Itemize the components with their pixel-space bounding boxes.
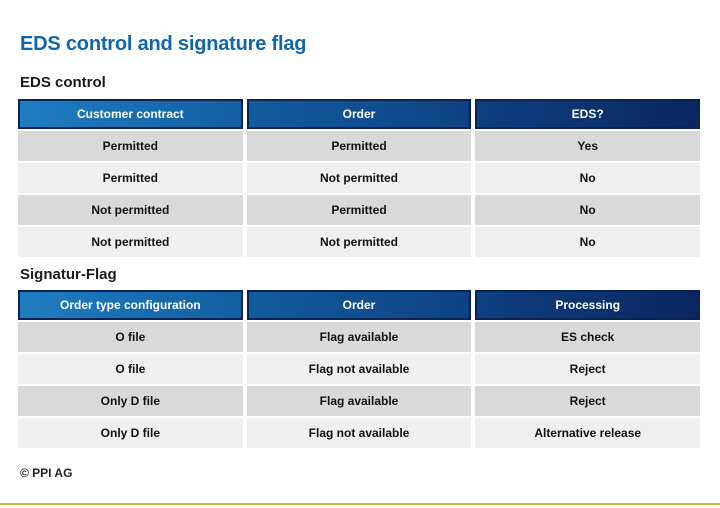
header-cell-eds: EDS? (475, 99, 700, 129)
section-heading-eds-control: EDS control (20, 74, 106, 91)
table-row (18, 322, 700, 352)
table-row (18, 163, 700, 193)
table-cell: No (475, 163, 700, 193)
table-cell: Permitted (18, 163, 243, 193)
table-cell: No (475, 227, 700, 257)
table-header-row (18, 99, 700, 129)
table-cell: Flag available (247, 386, 472, 416)
table-row (18, 195, 700, 225)
table-cell: Permitted (247, 131, 472, 161)
table-cell: O file (18, 354, 243, 384)
page-title: EDS control and signature flag (20, 33, 307, 55)
table-header-row (18, 290, 700, 320)
table-cell: Alternative release (475, 418, 700, 448)
table-cell: Not permitted (18, 227, 243, 257)
table-cell: Flag available (247, 322, 472, 352)
header-cell-order: Order (247, 99, 472, 129)
brand-accent-bar (0, 503, 720, 505)
table-cell: No (475, 195, 700, 225)
table-cell: Only D file (18, 386, 243, 416)
table-cell: Not permitted (247, 163, 472, 193)
header-cell-order: Order (247, 290, 472, 320)
table-cell: Only D file (18, 418, 243, 448)
header-cell-order-type-configuration: Order type configuration (18, 290, 243, 320)
table-cell: O file (18, 322, 243, 352)
table-row (18, 418, 700, 448)
table-row (18, 131, 700, 161)
table-cell: Reject (475, 354, 700, 384)
table-row (18, 227, 700, 257)
header-cell-customer-contract: Customer contract (18, 99, 243, 129)
eds-control-table (18, 99, 700, 257)
section-heading-signatur-flag: Signatur-Flag (20, 266, 117, 283)
header-cell-processing: Processing (475, 290, 700, 320)
table-cell: Reject (475, 386, 700, 416)
table-cell: Flag not available (247, 354, 472, 384)
table-cell: Permitted (18, 131, 243, 161)
signatur-flag-table (18, 290, 700, 448)
table-row (18, 386, 700, 416)
table-cell: Permitted (247, 195, 472, 225)
table-row (18, 354, 700, 384)
copyright-text: © PPI AG (20, 466, 73, 480)
table-cell: Not permitted (247, 227, 472, 257)
table-cell: Flag not available (247, 418, 472, 448)
table-cell: ES check (475, 322, 700, 352)
table-cell: Yes (475, 131, 700, 161)
table-cell: Not permitted (18, 195, 243, 225)
